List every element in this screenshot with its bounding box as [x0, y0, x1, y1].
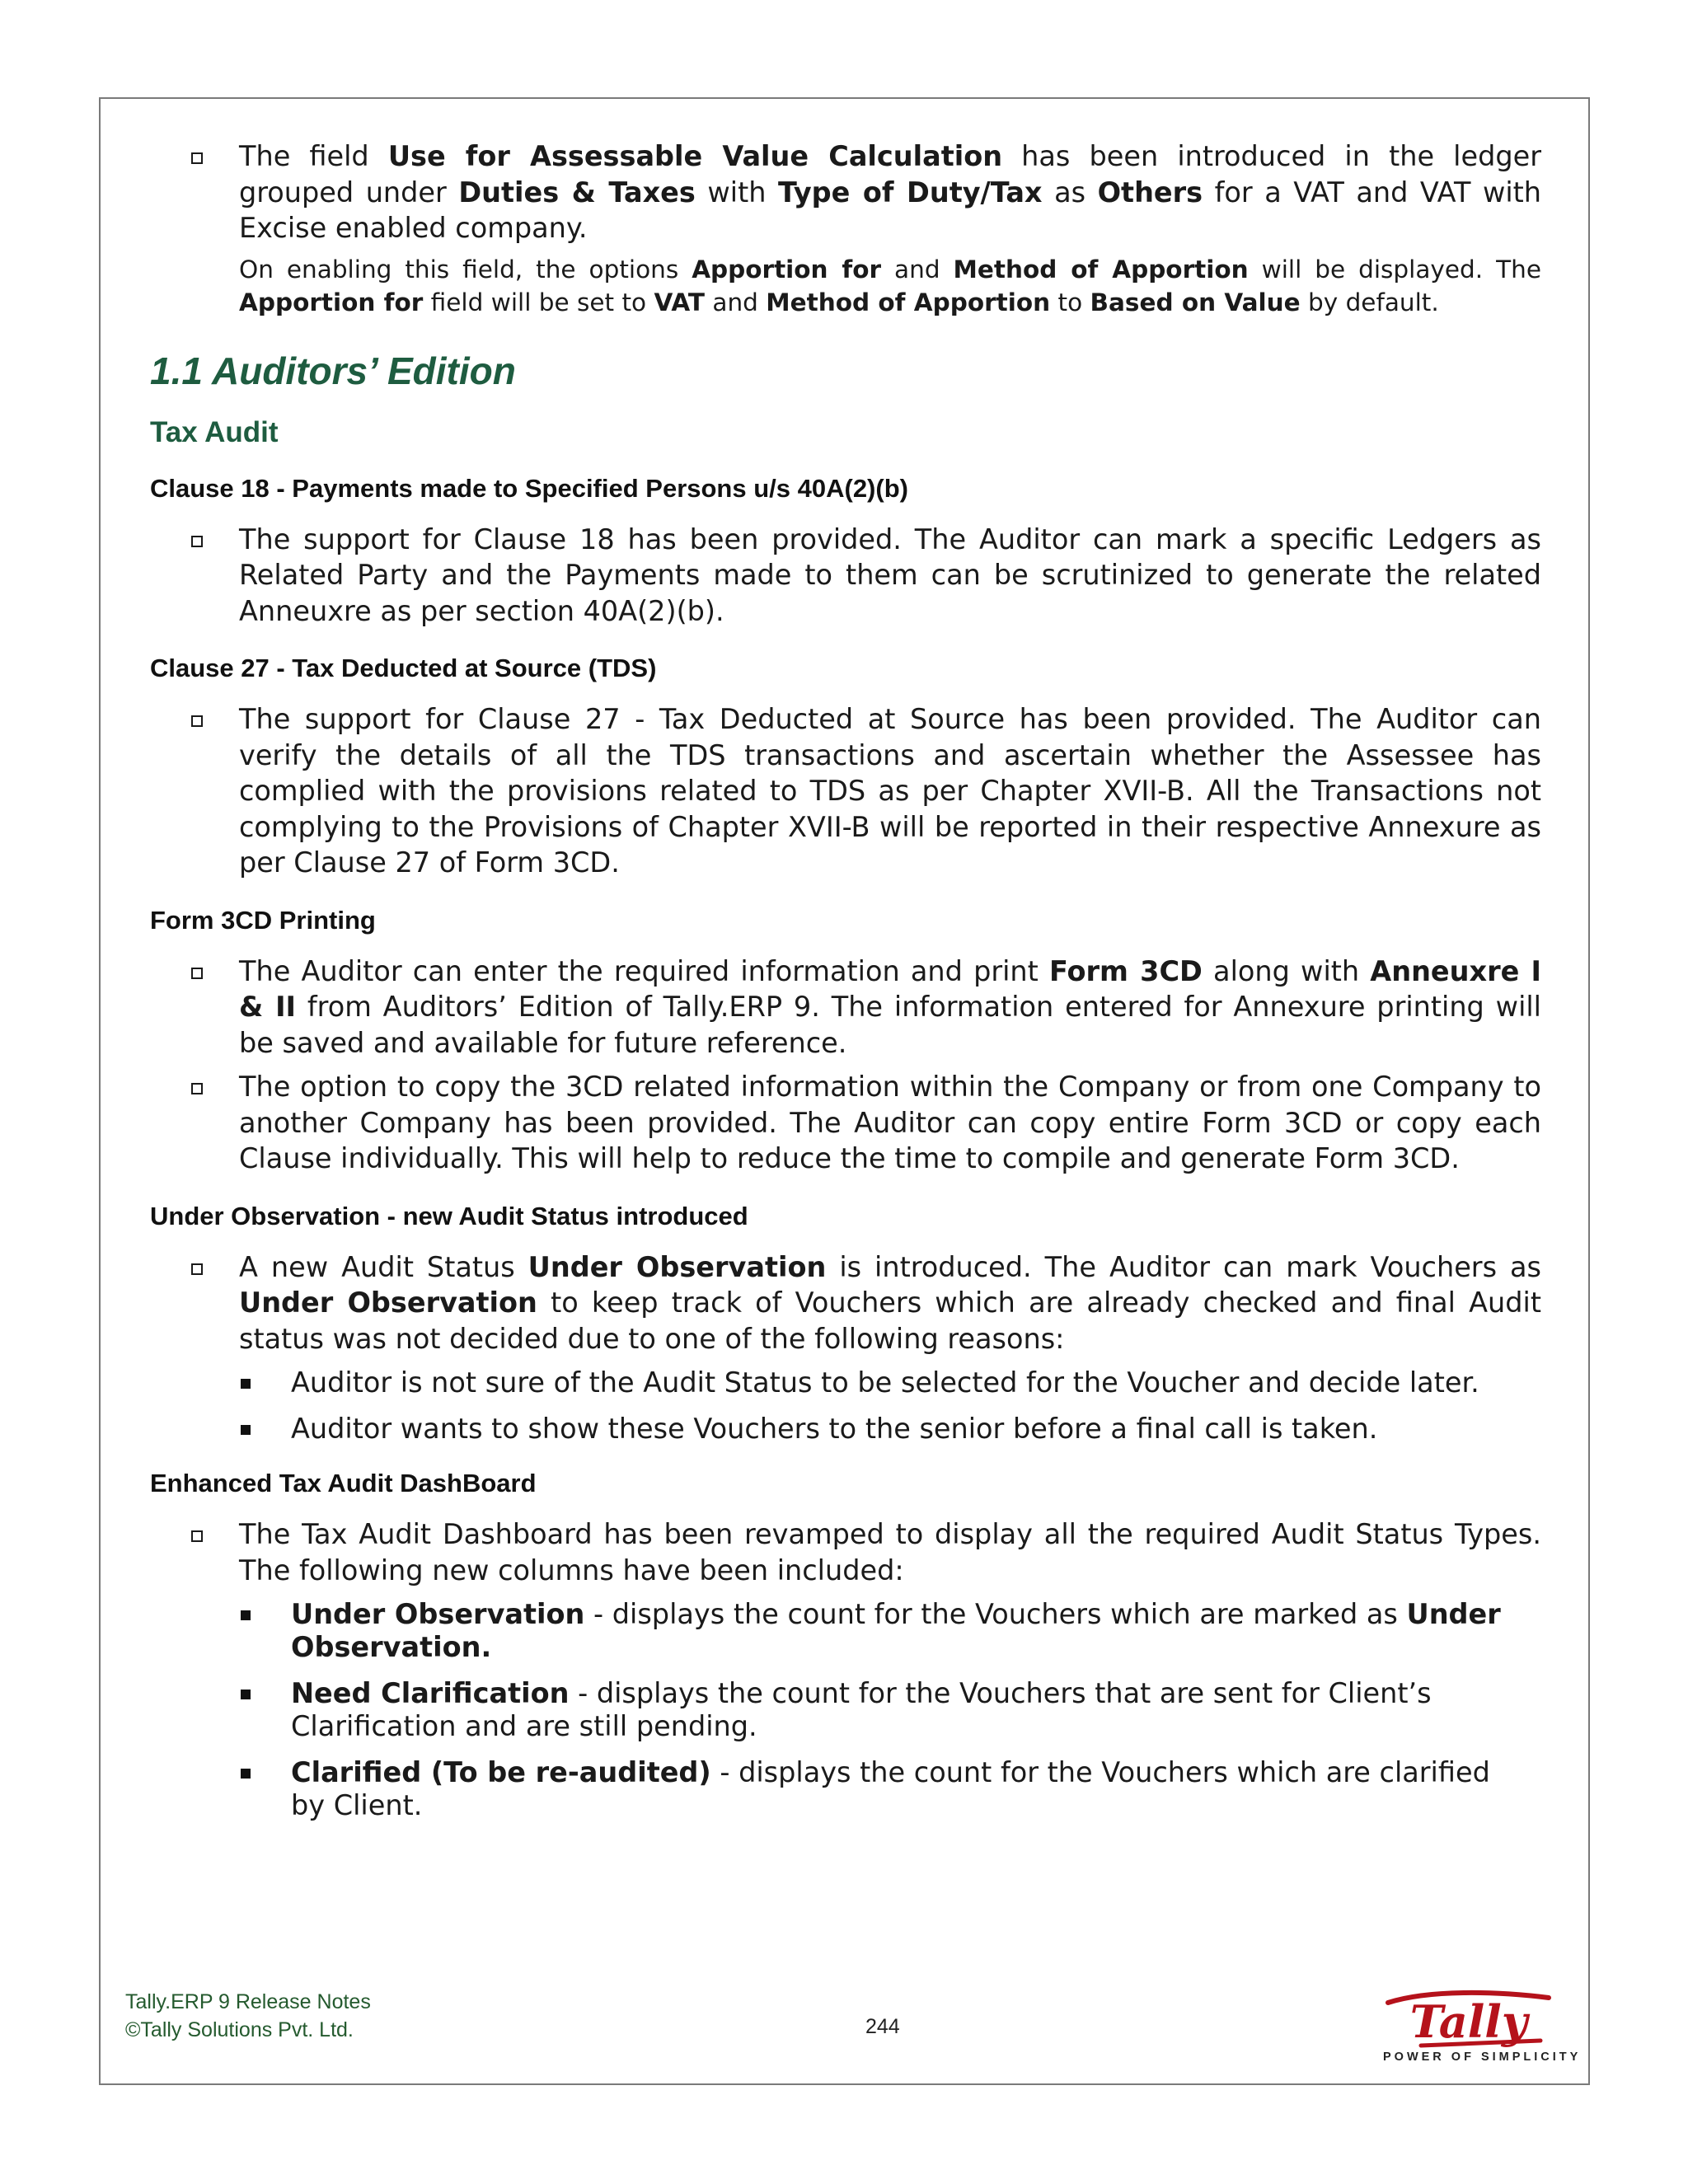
dashboard-sub-1: [150, 1598, 1541, 1664]
filled-square-bullet-icon: [241, 1690, 251, 1699]
text-run: is introduced. The Auditor can mark Vouchers as: [826, 1250, 1541, 1283]
text-run: The Auditor can enter the required information and print: [239, 954, 1049, 987]
text-run: to keep track of Vouchers which are already checked and final Audit status was not decided due to one of the following reasons:: [239, 1286, 1541, 1355]
filled-square-bullet-icon: [241, 1610, 251, 1620]
bold-term: Apportion for: [239, 288, 424, 316]
filled-square-bullet-icon: [241, 1379, 251, 1389]
hollow-square-bullet-icon: [191, 1083, 203, 1094]
bold-term: Duties & Taxes: [458, 176, 696, 209]
text-run: along with: [1202, 954, 1371, 987]
text-run: - displays the count for the Vouchers that are sent for Client’s Clarification and are still pending.: [291, 1677, 1432, 1742]
text-run: The Tax Audit Dashboard has been revamped to display all the required Audit Status Types. The following new columns have been included:: [239, 1518, 1541, 1586]
intro-block: [150, 138, 1541, 319]
clause27-heading: Clause 27 - Tax Deducted at Source (TDS): [150, 654, 657, 682]
text-run: for a VAT and VAT with Excise enabled company.: [239, 176, 1542, 244]
hollow-square-bullet-icon: [191, 536, 203, 547]
intro-note-text: [239, 255, 1541, 316]
dashboard-sub-2-text: [291, 1677, 1432, 1742]
intro-bullet: [150, 138, 1541, 246]
filled-square-bullet-icon: [241, 1425, 251, 1435]
form3cd-text-1: [239, 955, 1541, 1059]
text-run: to: [1050, 288, 1090, 316]
text-run: will be displayed. The: [1248, 255, 1541, 284]
form3cd-text-2: [239, 1071, 1541, 1174]
text-run: Auditor is not sure of the Audit Status to be selected for the Voucher and decide later.: [291, 1366, 1479, 1399]
hollow-square-bullet-icon: [191, 152, 203, 164]
dashboard-sub-1-text: [291, 1598, 1501, 1663]
bold-term: Clarified (To be re-audited): [291, 1756, 711, 1788]
page-number: 244: [865, 2015, 900, 2038]
observation-sub-2-text: [291, 1413, 1377, 1445]
footer-left: [125, 1988, 371, 2044]
intro-note: [150, 253, 1541, 319]
observation-text: [239, 1251, 1541, 1355]
text-run: as: [1042, 176, 1098, 209]
bold-term: VAT: [654, 288, 705, 316]
dashboard-heading: Enhanced Tax Audit DashBoard: [150, 1469, 537, 1497]
subsection-title: Tax Audit: [150, 415, 279, 448]
hollow-square-bullet-icon: [191, 715, 203, 727]
bold-term: Under Observation: [528, 1250, 827, 1283]
observation-sub-1-text: [291, 1366, 1479, 1399]
dashboard-text: [239, 1518, 1541, 1586]
bold-term: Method of Apportion: [953, 255, 1249, 284]
text-run: - displays the count for the Vouchers which are clarified by Client.: [291, 1756, 1490, 1821]
footer-doc-title: Tally.ERP 9 Release Notes: [125, 1990, 371, 2013]
dashboard-sub-2: [150, 1677, 1541, 1743]
footer-copyright: ©Tally Solutions Pvt. Ltd.: [125, 2018, 354, 2041]
logo-wordmark: Tally: [1409, 1995, 1528, 2048]
form3cd-heading: Form 3CD Printing: [150, 905, 376, 935]
hollow-square-bullet-icon: [191, 1530, 203, 1542]
text-run: by default.: [1300, 288, 1439, 316]
page-content: [150, 138, 1541, 1822]
bold-term: Anneuxre I & II: [239, 954, 1541, 1023]
form3cd-bullet-1: [150, 954, 1541, 1062]
bold-term: Under Observation: [291, 1598, 585, 1630]
hollow-square-bullet-icon: [191, 968, 203, 979]
dashboard-bullet: [150, 1516, 1541, 1588]
text-run: On enabling this field, the options: [239, 255, 692, 284]
bold-term: Type of Duty/Tax: [777, 176, 1043, 209]
bold-term: Based on Value: [1090, 288, 1301, 316]
section-title: 1.1 Auditors’ Edition: [150, 349, 516, 392]
observation-heading: Under Observation - new Audit Status introduced: [150, 1201, 748, 1230]
observation-sub-1: [150, 1366, 1541, 1399]
bold-term: Form 3CD: [1048, 954, 1203, 987]
bold-term: Apportion for: [692, 255, 882, 284]
form3cd-bullet-2: [150, 1069, 1541, 1177]
dashboard-sub-3: [150, 1756, 1541, 1822]
text-run: Auditor wants to show these Vouchers to the senior before a final call is taken.: [291, 1413, 1378, 1445]
observation-sub-2: [150, 1413, 1541, 1446]
text-run: has been introduced in the ledger grouped under: [239, 140, 1541, 209]
bold-term: Under Observation: [239, 1286, 537, 1319]
bold-term: Need Clarification: [291, 1677, 570, 1709]
clause27-text: [239, 703, 1541, 879]
clause18-bullet: [150, 522, 1541, 630]
text-run: The support for Clause 18 has been provided. The Auditor can mark a specific Ledgers as Related Party and the Payments made to them can be scrutinized to generate the related Anneuxre as per section 40A(2)(b).: [239, 523, 1541, 627]
intro-text: [239, 140, 1541, 244]
page-frame: [99, 97, 1590, 2085]
text-run: and: [705, 288, 767, 316]
bold-term: Under Observation.: [291, 1598, 1501, 1663]
clause27-bullet: [150, 701, 1541, 881]
clause18-text: [239, 523, 1541, 627]
dashboard-sub-3-text: [291, 1756, 1490, 1821]
bold-term: Method of Apportion: [766, 288, 1051, 316]
bold-term: Others: [1097, 176, 1203, 209]
text-run: with: [695, 176, 778, 209]
observation-bullet: [150, 1249, 1541, 1357]
text-run: The support for Clause 27 - Tax Deducted at Source has been provided. The Auditor can verify the details of all the TDS transactions and ascertain whether the Assessee has complied with the provisions related to TDS as per Chapter XVII-B. All the Transactions not complying to the Provisions of Chapter XVII-B will be reported in their respective Annexure as per Clause 27 of Form 3CD.: [239, 703, 1541, 879]
text-run: A new Audit Status: [239, 1250, 528, 1283]
hollow-square-bullet-icon: [191, 1263, 203, 1275]
text-run: - displays the count for the Vouchers which are marked as: [584, 1598, 1407, 1630]
filled-square-bullet-icon: [241, 1769, 251, 1779]
text-run: field will be set to: [423, 288, 654, 316]
text-run: and: [881, 255, 954, 284]
logo-tagline: POWER OF SIMPLICITY: [1383, 2050, 1582, 2064]
text-run: The option to copy the 3CD related information within the Company or from one Company to another Company has been provided. The Auditor can copy entire Form 3CD or copy each Clause individually. This will help to reduce the time to compile and generate Form 3CD.: [239, 1071, 1541, 1174]
text-run: from Auditors’ Edition of Tally.ERP 9. The information entered for Annexure printing will be saved and available for future reference.: [239, 991, 1541, 1059]
bold-term: Use for Assessable Value Calculation: [387, 140, 1003, 172]
text-run: The field: [239, 140, 388, 172]
clause18-heading: Clause 18 - Payments made to Specified Persons u/s 40A(2)(b): [150, 473, 908, 503]
